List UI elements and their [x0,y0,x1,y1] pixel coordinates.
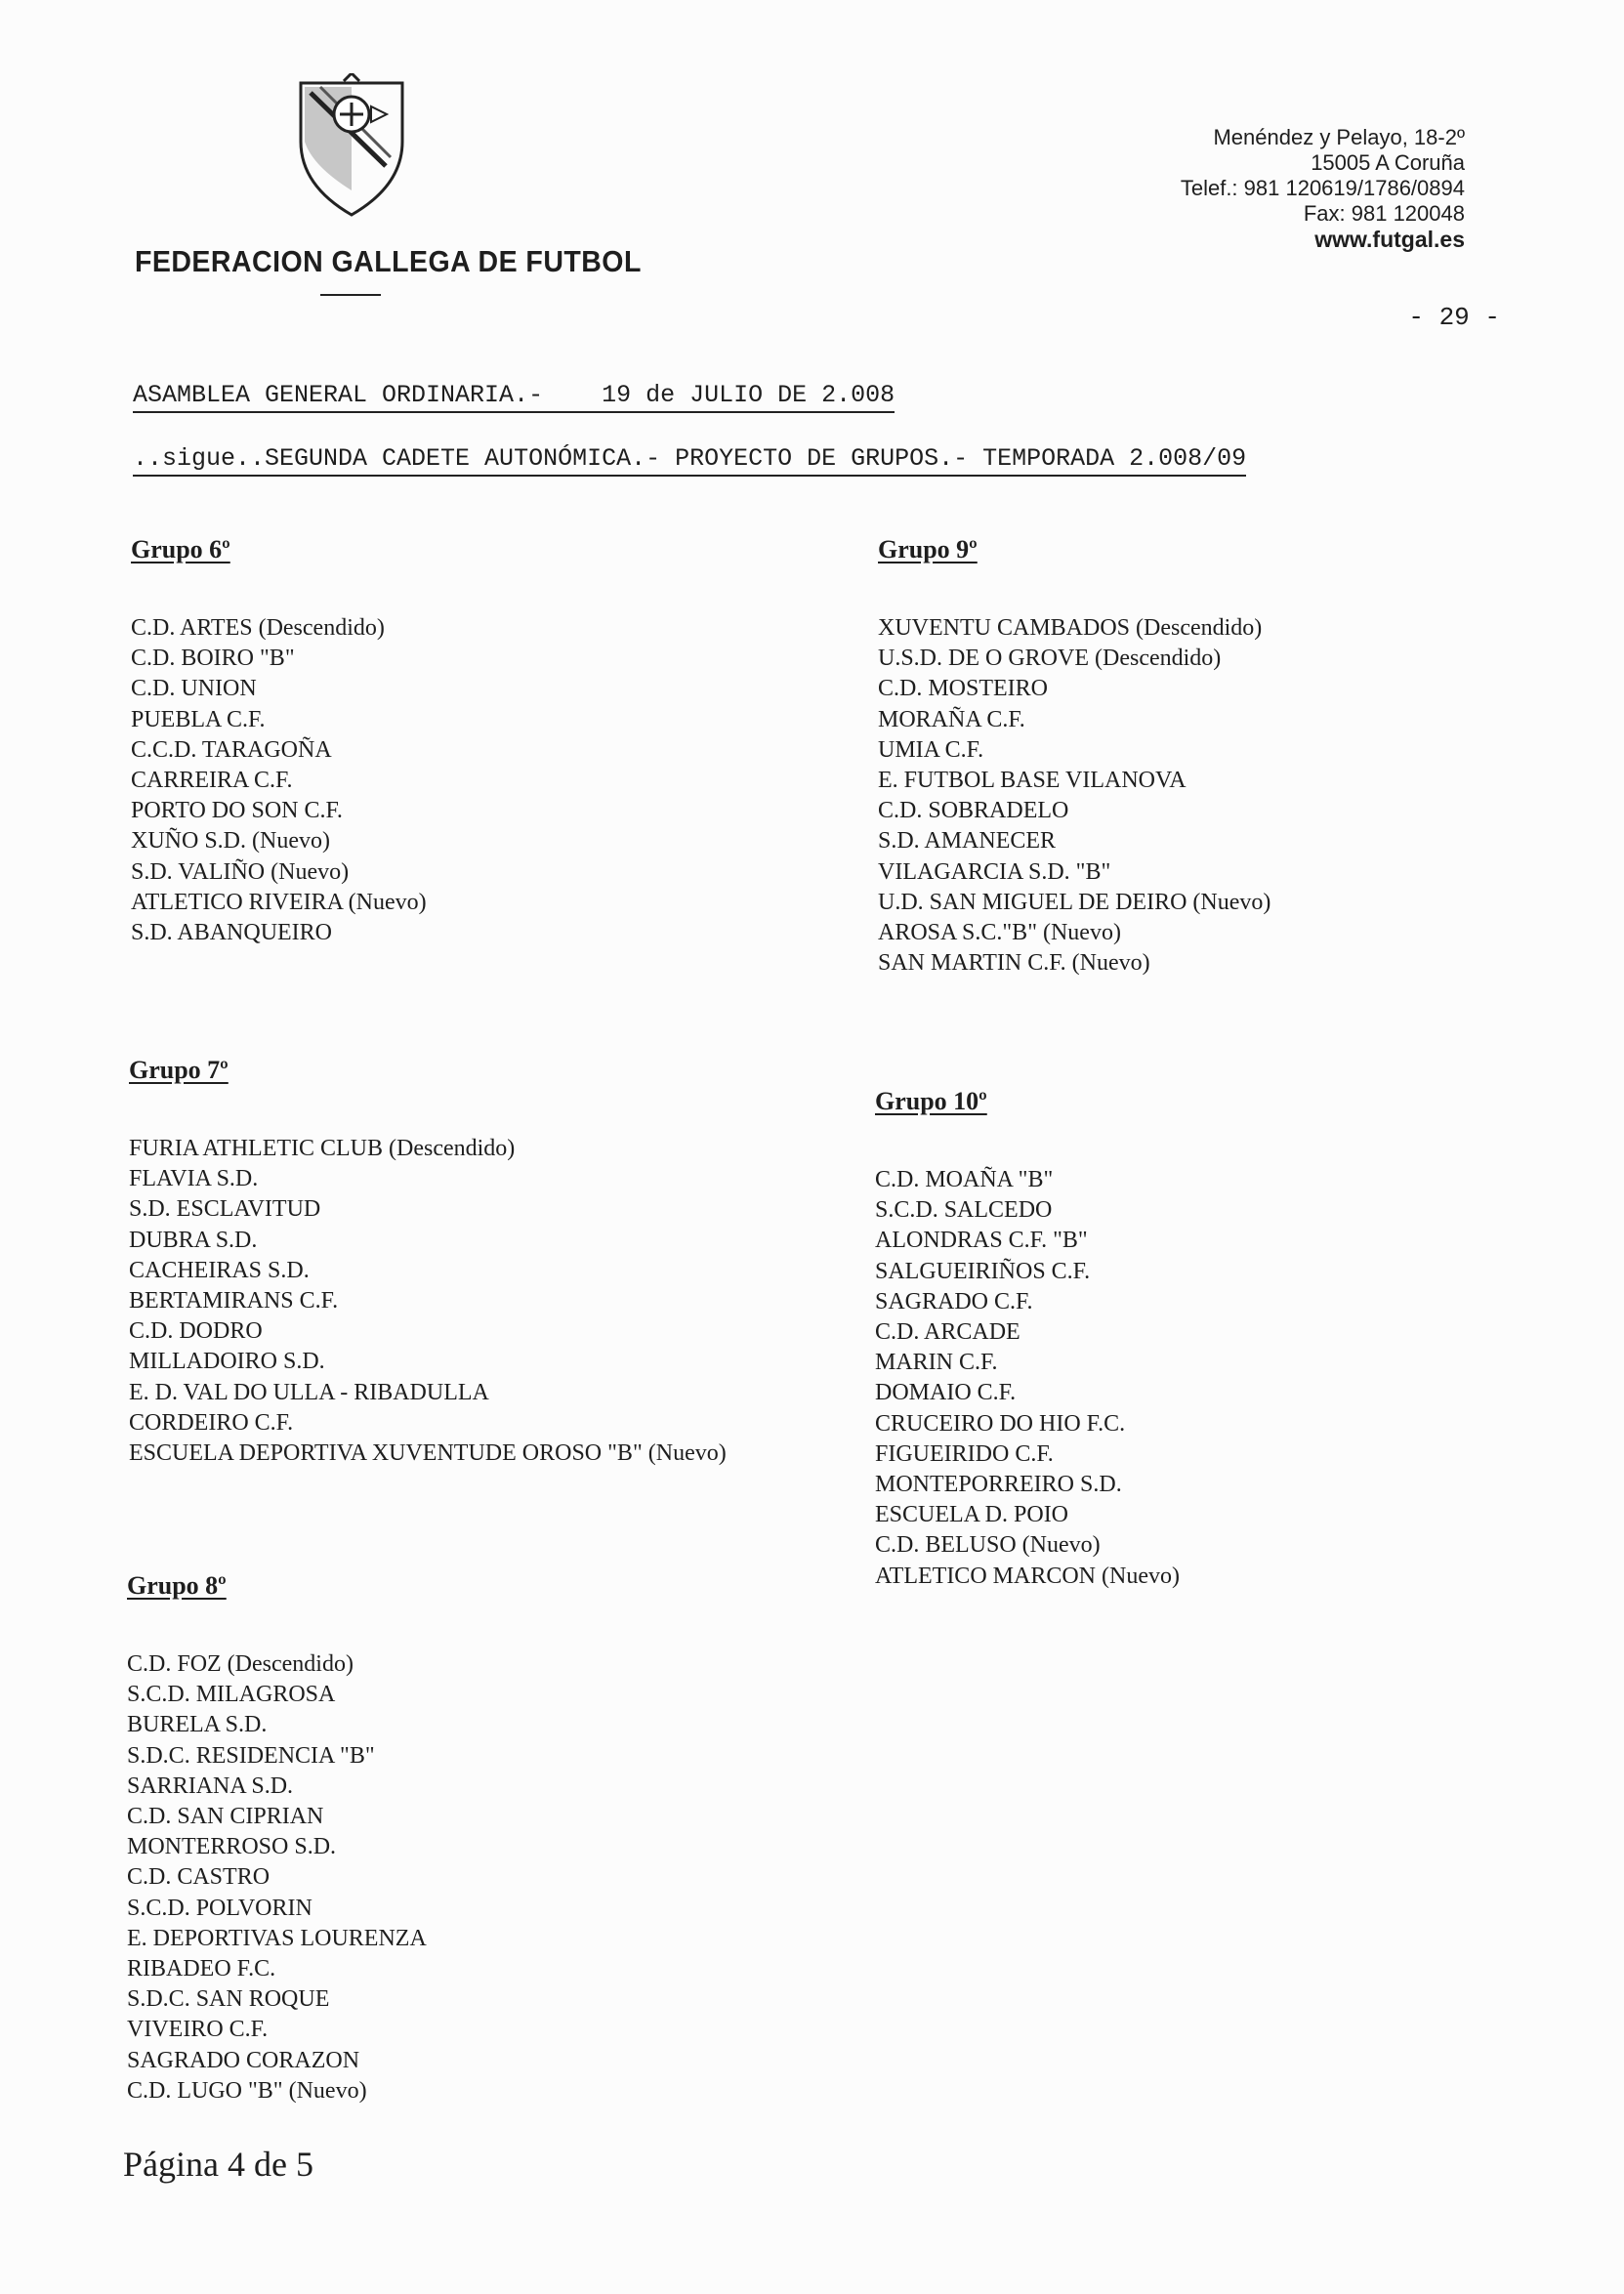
team-item: S.D. VALIÑO (Nuevo) [131,858,350,885]
team-item: C.C.D. TARAGOÑA [131,736,332,763]
federation-name: FEDERACION GALLEGA DE FUTBOL [135,244,642,278]
team-item: C.D. CASTRO [127,1864,271,1891]
team-item: S.D. ESCLAVITUD [129,1196,321,1223]
team-item: XUÑO S.D. (Nuevo) [131,828,330,855]
team-item: C.D. FOZ (Descendido) [127,1651,354,1677]
team-item: DUBRA S.D. [129,1227,258,1253]
team-list [127,1649,427,2106]
team-item: DOMAIO C.F. [875,1380,1017,1406]
team-item: ALONDRAS C.F. "B" [875,1228,1088,1254]
team-item: S.C.D. POLVORIN [127,1895,312,1921]
team-item: C.D. LUGO "B" (Nuevo) [127,2077,367,2104]
group-10 [875,1087,1180,1592]
team-item: XUVENTU CAMBADOS (Descendido) [878,615,1263,641]
team-list [875,1165,1180,1592]
assembly-heading-text: ASAMBLEA GENERAL ORDINARIA.- 19 de JULIO DE 2.008 [133,381,895,409]
team-item: CARREIRA C.F. [131,768,293,794]
team-item: U.D. SAN MIGUEL DE DEIRO (Nuevo) [878,889,1271,915]
team-item: FLAVIA S.D. [129,1166,259,1192]
team-item: FIGUEIRIDO C.F. [875,1440,1054,1467]
team-item: S.D.C. RESIDENCIA "B" [127,1742,375,1769]
website-link: www.futgal.es [1314,227,1465,252]
federation-crest-logo [293,73,410,220]
team-item: S.C.D. MILAGROSA [127,1682,336,1708]
team-list [129,1134,727,1469]
team-item: C.D. DODRO [129,1318,263,1345]
team-item: MORAÑA C.F. [878,706,1025,732]
team-item: MILLADOIRO S.D. [129,1349,325,1375]
address-fax: Fax: 981 120048 [1303,201,1465,226]
team-item: C.D. ARCADE [875,1319,1020,1346]
group-9 [878,535,1270,979]
group-title: Grupo 7º [129,1056,229,1084]
team-item: C.D. MOAÑA "B" [875,1167,1054,1192]
group-7 [129,1056,727,1469]
team-item: SARRIANA S.D. [127,1773,294,1799]
group-title: Grupo 10º [875,1087,987,1115]
team-item: CRUCEIRO DO HIO F.C. [875,1410,1126,1437]
team-item: C.D. SAN CIPRIAN [127,1804,324,1830]
team-item: FURIA ATHLETIC CLUB (Descendido) [129,1136,516,1161]
address-phone: Telef.: 981 120619/1786/0894 [1180,176,1465,200]
page-marker: - 29 - [1408,303,1500,332]
team-item: CORDEIRO C.F. [129,1409,294,1436]
assembly-heading [133,381,895,413]
team-item: PUEBLA C.F. [131,706,266,732]
team-item: ESCUELA D. POIO [875,1502,1069,1528]
team-item: S.D.C. SAN ROQUE [127,1986,330,2013]
team-item: VILAGARCIA S.D. "B" [878,858,1111,885]
team-item: SAGRADO CORAZON [127,2047,360,2073]
address-city: 15005 A Coruña [1311,150,1465,175]
team-item: MARIN C.F. [875,1350,998,1376]
team-item: UMIA C.F. [878,736,984,763]
team-item: BERTAMIRANS C.F. [129,1288,339,1314]
team-item: SAN MARTIN C.F. (Nuevo) [878,950,1150,977]
team-item: SAGRADO C.F. [875,1288,1033,1314]
group-8 [127,1571,427,2106]
team-item: C.D. UNION [131,676,257,702]
team-item: ATLETICO RIVEIRA (Nuevo) [131,889,427,915]
group-title: Grupo 8º [127,1571,227,1600]
group-title: Grupo 9º [878,535,978,563]
team-item: VIVEIRO C.F. [127,2017,269,2043]
team-item: U.S.D. DE O GROVE (Descendido) [878,646,1222,672]
team-item: AROSA S.C."B" (Nuevo) [878,920,1121,946]
team-item: C.D. ARTES (Descendido) [131,615,385,641]
address-street: Menéndez y Pelayo, 18-2º [1213,125,1465,149]
team-item: E. FUTBOL BASE VILANOVA [878,768,1187,794]
team-item: C.D. MOSTEIRO [878,676,1049,702]
group-6 [131,535,427,948]
team-list [131,613,427,948]
team-item: MONTERROSO S.D. [127,1834,337,1860]
team-item: PORTO DO SON C.F. [131,798,343,824]
document-subtitle: ..sigue..SEGUNDA CADETE AUTONÓMICA.- PROYECTO DE GRUPOS.- TEMPORADA 2.008/09 [133,444,1246,477]
team-item: ESCUELA DEPORTIVA XUVENTUDE OROSO "B" (Nuevo) [129,1440,727,1467]
team-item: C.D. SOBRADELO [878,798,1069,824]
group-title: Grupo 6º [131,535,230,563]
team-item: BURELA S.D. [127,1712,268,1738]
team-item: C.D. BELUSO (Nuevo) [875,1532,1101,1559]
team-item: S.D. AMANECER [878,828,1057,855]
team-item: RIBADEO F.C. [127,1956,276,1982]
team-list [878,613,1270,979]
contact-block [1181,125,1465,252]
team-item: E. DEPORTIVAS LOURENZA [127,1925,427,1951]
page-footer-label: Página 4 de 5 [123,2145,313,2184]
team-item: S.D. ABANQUEIRO [131,920,333,946]
team-item: SALGUEIRIÑOS C.F. [875,1258,1091,1284]
team-item: ATLETICO MARCON (Nuevo) [875,1563,1180,1589]
federation-name-rule [320,294,381,296]
team-item: E. D. VAL DO ULLA - RIBADULLA [129,1379,489,1405]
team-item: C.D. BOIRO "B" [131,646,295,672]
team-item: MONTEPORREIRO S.D. [875,1472,1122,1498]
team-item: CACHEIRAS S.D. [129,1257,310,1283]
team-item: S.C.D. SALCEDO [875,1197,1053,1224]
